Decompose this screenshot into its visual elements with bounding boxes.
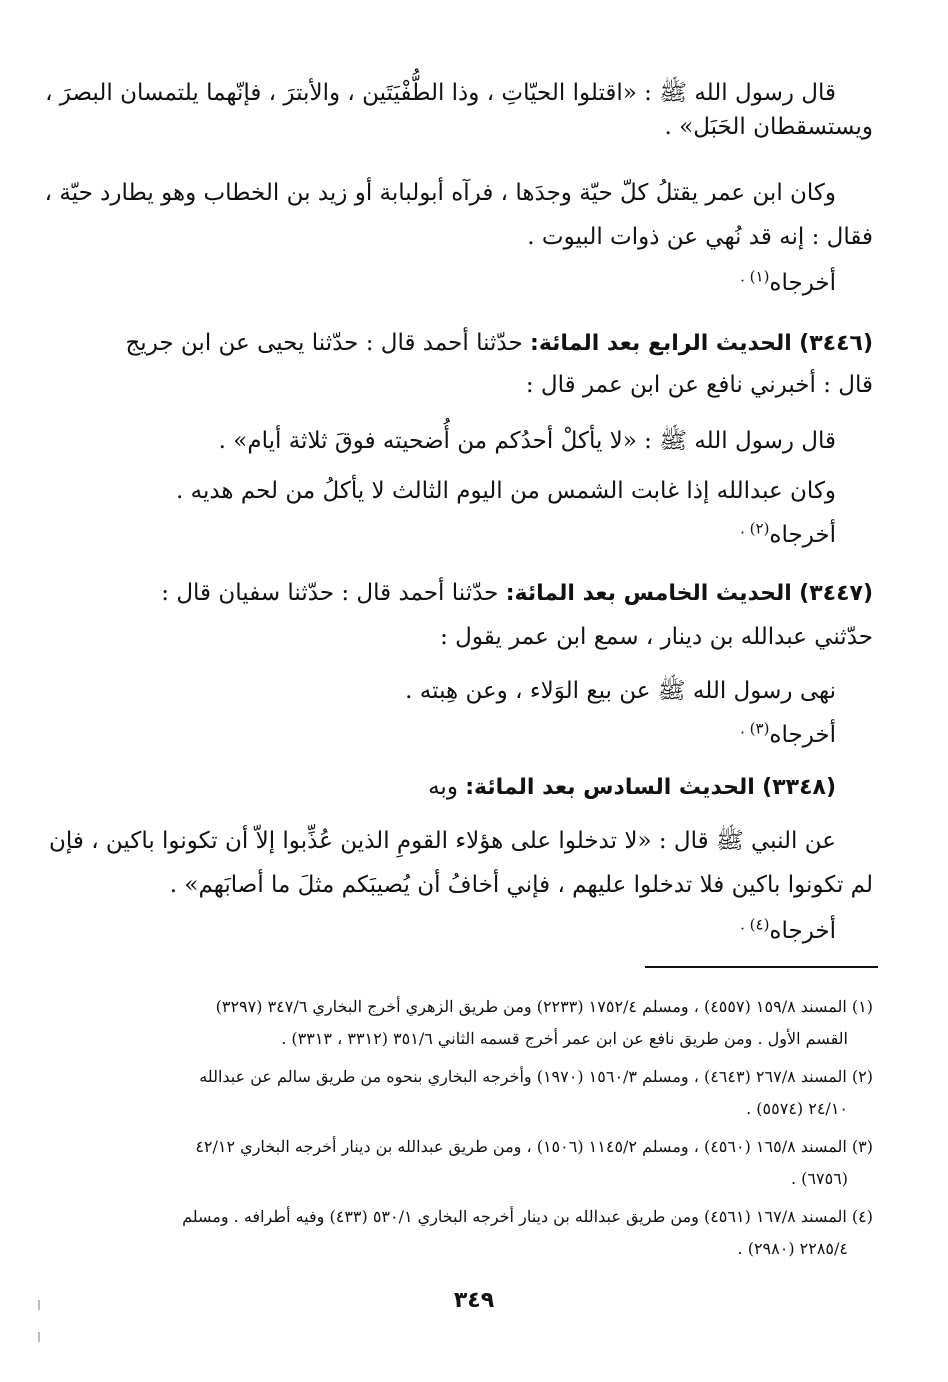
hadith-number: (٣٤٤٦) <box>799 331 873 356</box>
text-line: لم تكونوا باكين فلا تدخلوا عليهم ، فإني أخافُ أن يُصيبَكم مثلَ ما أصابَهم» . <box>169 872 873 898</box>
footnote-line: (٢) المسند ٢٦٧/٨ (٤٦٤٣) ، ومسلم ١٥٦٠/٣ (١٩٧٠) وأخرجه البخاري بنحوه من طريق سالم عن عبدالله <box>199 1067 873 1086</box>
scan-mark <box>38 1300 40 1310</box>
text-line: نهى رسول الله ﷺ عن بيع الوَلاء ، وعن هِبته . <box>405 678 836 704</box>
footnote-separator <box>645 966 878 968</box>
takhrij-label: أخرجاه <box>769 270 836 296</box>
footnote-line: (٦٧٥٦) . <box>790 1169 848 1188</box>
hadith-number: (٣٣٤٨) <box>762 775 836 800</box>
isnad-text: حدّثنا أحمد قال : حدّثنا يحيى عن ابن جريج <box>125 330 523 356</box>
text-line: ويستسقطان الحَبَل» . <box>664 114 873 140</box>
isnad-text: حدّثنا أحمد قال : حدّثنا سفيان قال : <box>161 580 499 606</box>
takhrij-label: أخرجاه <box>769 522 836 548</box>
hadith-title: الحديث الخامس بعد المائة: <box>505 581 792 606</box>
hadith-heading <box>105 576 873 611</box>
footnote-ref: (٢) . <box>740 519 770 538</box>
footnote-line: (١) المسند ١٥٩/٨ (٤٥٥٧) ، ومسلم ١٧٥٢/٤ (٢٢٣٣) ومن طريق الزهري أخرج البخاري ٣٤٧/٦ (٣٢٩٧) <box>215 997 873 1016</box>
takhrij-line <box>105 518 836 552</box>
text-line: قال : أخبرني نافع عن ابن عمر قال : <box>525 372 873 398</box>
page-number: ٣٤٩ <box>453 1288 495 1313</box>
text-line: وكان ابن عمر يقتلُ كلّ حيّة وجدَها ، فرآه أبولبابة أو زيد بن الخطاب وهو يطارد حيّة ، <box>44 180 836 206</box>
footnote-line: (٣) المسند ١٦٥/٨ (٤٥٦٠) ، ومسلم ١١٤٥/٢ (١٥٠٦) ، ومن طريق عبدالله بن دينار أخرجه البخاري ٤٢/١٢ <box>195 1137 873 1156</box>
footnote-line: ٢٤/١٠ (٥٥٧٤) . <box>746 1099 848 1118</box>
footnote-line: القسم الأول . ومن طريق نافع عن ابن عمر أخرج قسمه الثاني ٣٥١/٦ (٣٣١٢ ، ٣٣١٣) . <box>281 1029 848 1048</box>
footnote-ref: (٤) . <box>740 915 770 934</box>
isnad-text: وبه <box>428 774 458 800</box>
hadith-title: الحديث الرابع بعد المائة: <box>530 331 792 356</box>
footnote-ref: (١) . <box>740 267 770 286</box>
text-line: وكان عبدالله إذا غابت الشمس من اليوم الثالث لا يأكلُ من لحم هديه . <box>175 478 836 504</box>
hadith-heading <box>105 326 873 361</box>
text-line: فقال : إنه قد نُهي عن ذوات البيوت . <box>527 224 873 250</box>
footnote-line: ٢٢٨٥/٤ (٢٩٨٠) . <box>737 1239 848 1258</box>
footnote-ref: (٣) . <box>740 719 770 738</box>
hadith-heading <box>105 770 836 805</box>
takhrij-line <box>105 718 836 752</box>
hadith-title: الحديث السادس بعد المائة: <box>465 775 755 800</box>
footnote-line: (٤) المسند ١٦٧/٨ (٤٥٦١) ومن طريق عبدالله بن دينار أخرجه البخاري ٥٣٠/١ (٤٣٣) وفيه أطرافه . ومسلم <box>182 1207 873 1226</box>
takhrij-line <box>105 914 836 948</box>
takhrij-label: أخرجاه <box>769 918 836 944</box>
scan-mark <box>38 1332 40 1342</box>
text-line: حدّثني عبدالله بن دينار ، سمع ابن عمر يقول : <box>440 624 873 650</box>
takhrij-label: أخرجاه <box>769 722 836 748</box>
hadith-number: (٣٤٤٧) <box>799 581 873 606</box>
text-line: قال رسول الله ﷺ : «لا يأكلْ أحدُكم من أُضحيته فوقَ ثلاثة أيام» . <box>218 428 836 454</box>
text-line: قال رسول الله ﷺ : «اقتلوا الحيّاتِ ، وذا الطُّفْيَتَين ، والأبترَ ، فإنّهما يلتمسان البصرَ ، <box>45 80 836 106</box>
takhrij-line <box>105 266 836 300</box>
text-line: عن النبي ﷺ قال : «لا تدخلوا على هؤلاء القومِ الذين عُذِّبوا إلاّ أن تكونوا باكين ، فإن <box>48 828 836 854</box>
